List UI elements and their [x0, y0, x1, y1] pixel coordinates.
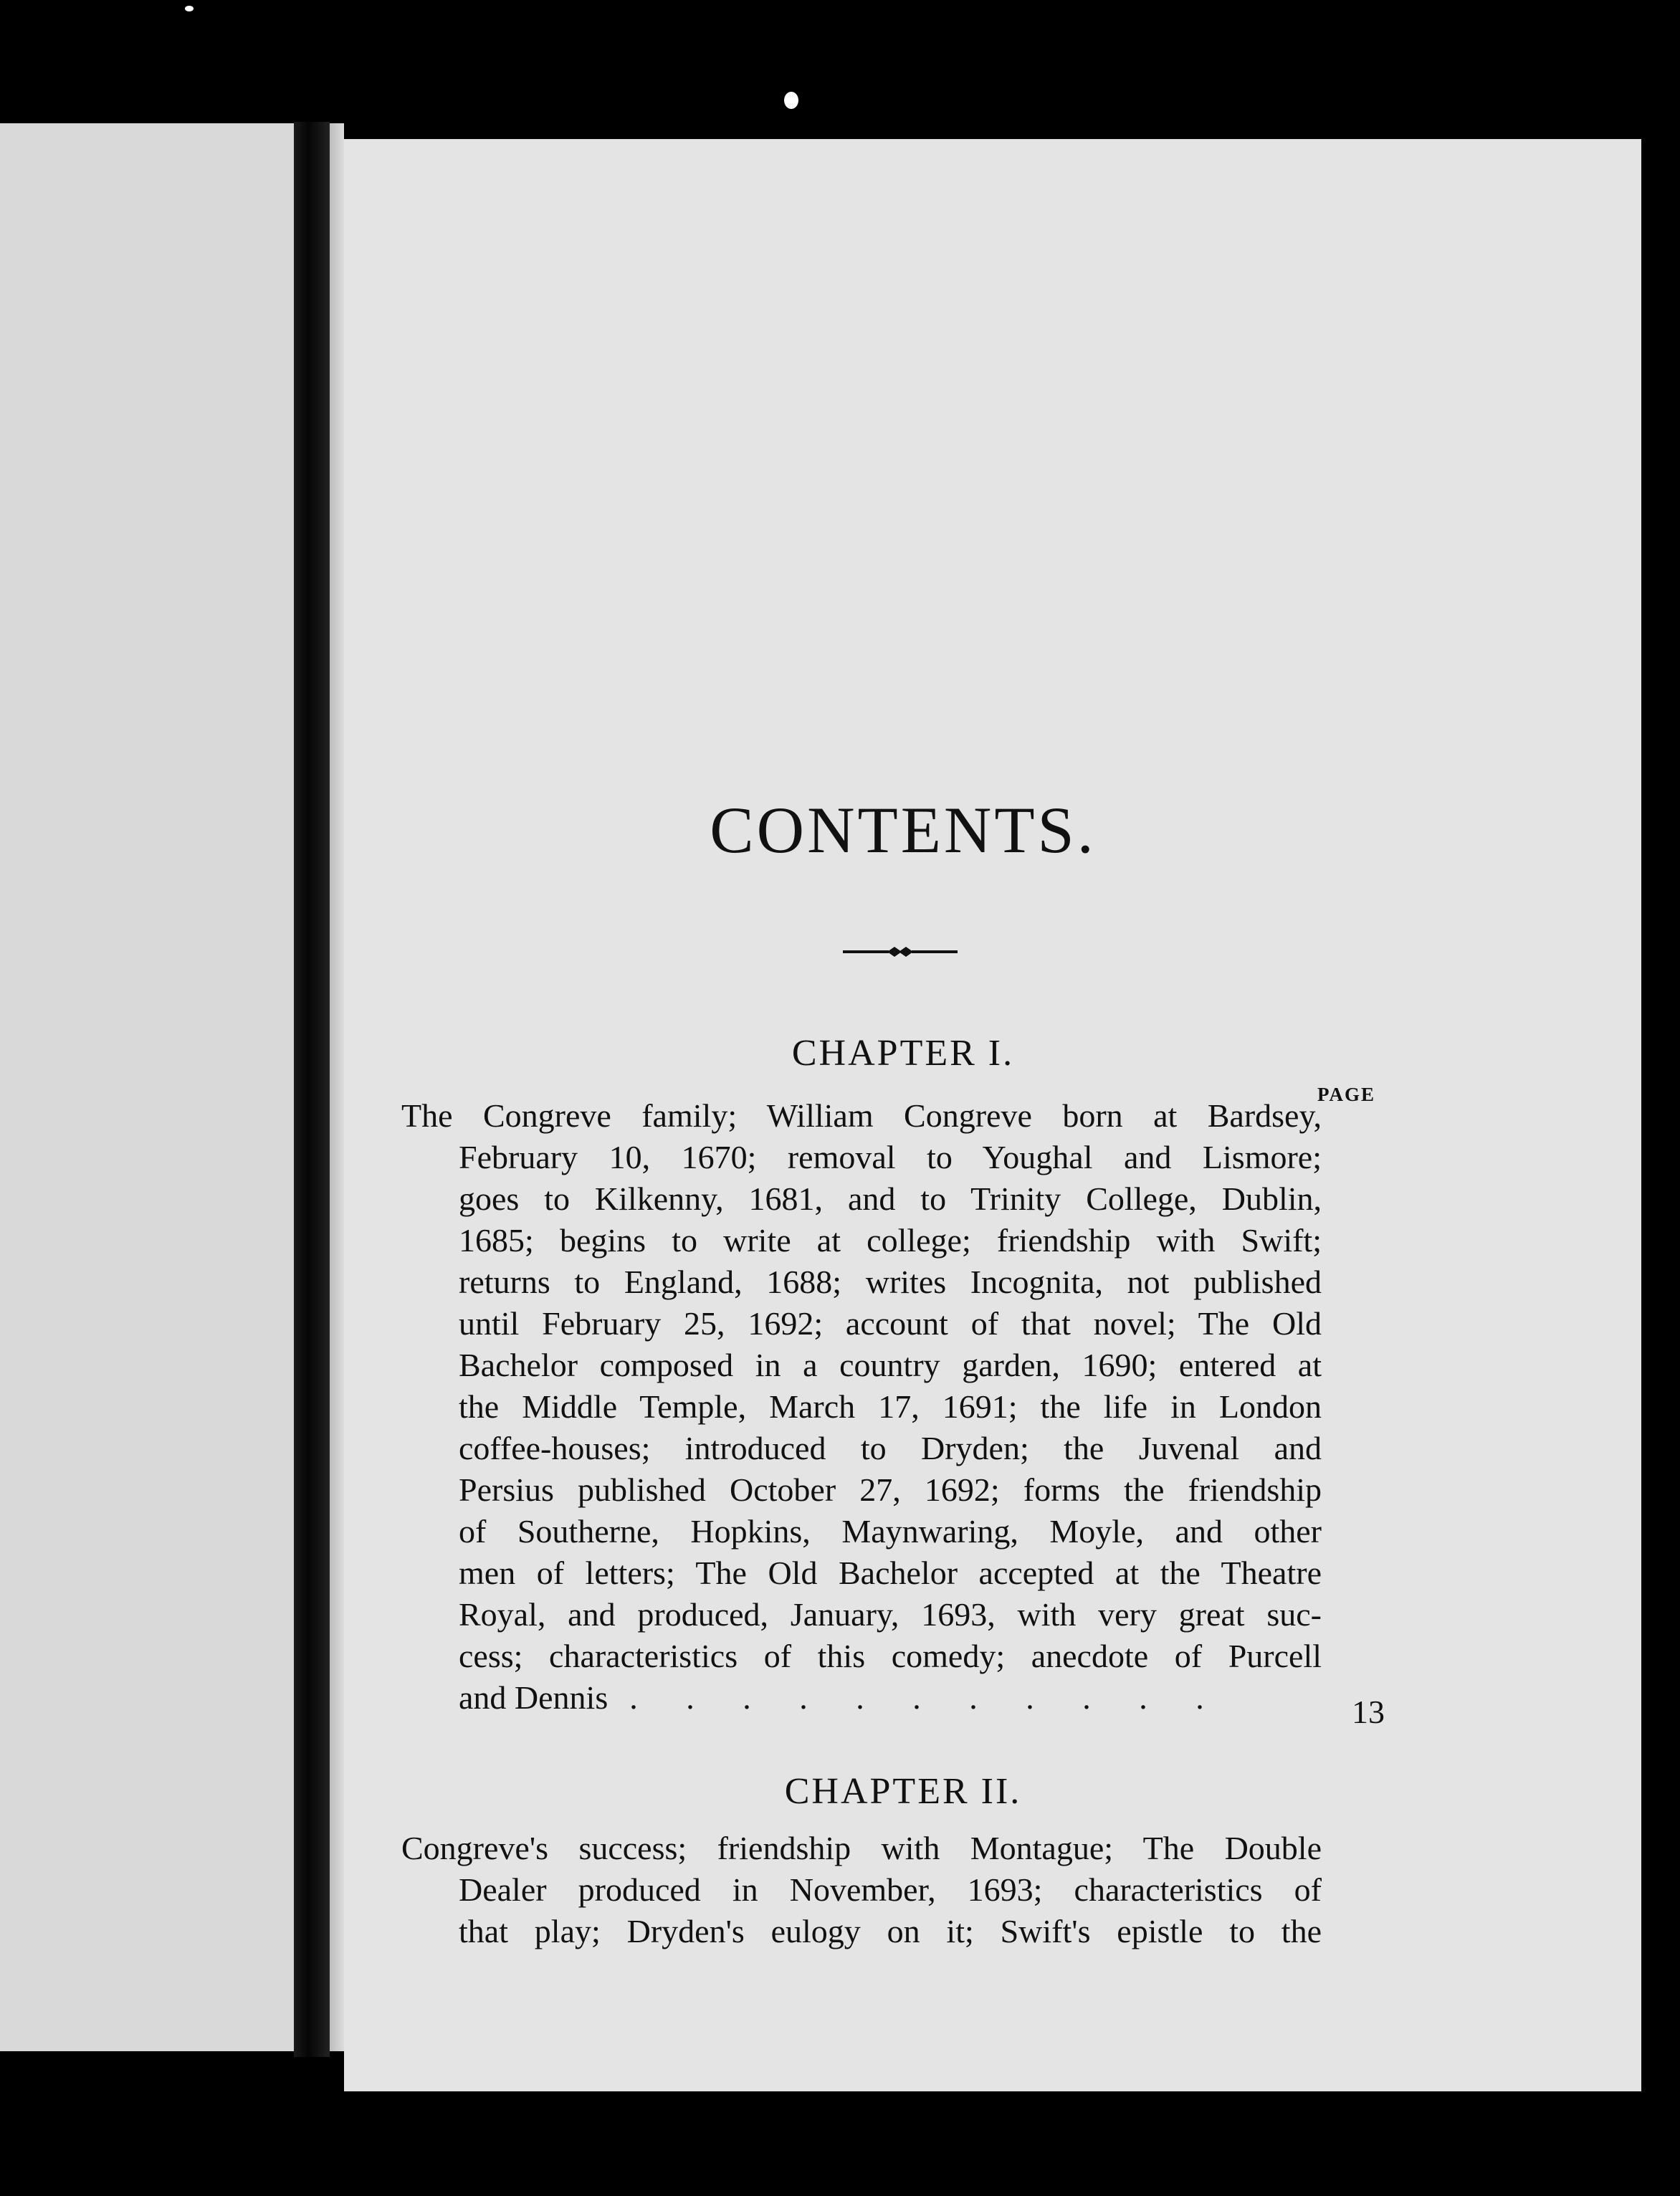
book-gutter: [294, 122, 330, 2057]
summary-final-line: [401, 1677, 1322, 1719]
scan-speck: [784, 92, 798, 109]
summary-line: Persius published October 27, 1692; forms the friendship: [459, 1471, 1322, 1508]
summary-line: of Southerne, Hopkins, Maynwaring, Moyle, and other: [459, 1513, 1322, 1550]
summary-line: the Middle Temple, March 17, 1691; the life in London: [459, 1388, 1322, 1425]
chapter-1-summary: [401, 1095, 1322, 1719]
summary-line: and Dennis: [459, 1679, 608, 1716]
scan-speck: [185, 6, 194, 11]
summary-line: February 10, 1670; removal to Youghal and Lismore;: [459, 1139, 1322, 1175]
chapter-1-heading: CHAPTER I.: [791, 1033, 1015, 1074]
chapter-2-summary: [401, 1828, 1322, 1952]
summary-line: men of letters; The Old Bachelor accepted at the Theatre: [459, 1555, 1322, 1591]
facing-page-edge: [0, 123, 294, 2051]
title-ornament: [843, 945, 958, 959]
summary-line: Dealer produced in November, 1693; characteristics of: [459, 1871, 1322, 1908]
page-title: CONTENTS.: [710, 793, 1097, 867]
gutter-shadow: [330, 123, 344, 2051]
summary-line: until February 25, 1692; account of that novel; The Old: [459, 1305, 1322, 1342]
page-column-label: PAGE: [1317, 1084, 1375, 1105]
summary-line: The Congreve family; William Congreve born at Bardsey,: [401, 1097, 1322, 1134]
summary-line: coffee-houses; introduced to Dryden; the Juvenal and: [459, 1430, 1322, 1466]
summary-line: returns to England, 1688; writes Incognita, not published: [459, 1264, 1322, 1300]
dot-leader: . . . . . . . . . . .: [629, 1679, 1224, 1716]
summary-line: Congreve's success; friendship with Montague; The Double: [401, 1830, 1322, 1866]
summary-line: Bachelor composed in a country garden, 1690; entered at: [459, 1347, 1322, 1383]
summary-line: cess; characteristics of this comedy; anecdote of Purcell: [459, 1638, 1322, 1674]
summary-line: that play; Dryden's eulogy on it; Swift's epistle to the: [459, 1913, 1322, 1949]
summary-line: goes to Kilkenny, 1681, and to Trinity College, Dublin,: [459, 1180, 1322, 1217]
summary-line: 1685; begins to write at college; friendship with Swift;: [459, 1222, 1322, 1259]
chapter-2-heading: CHAPTER II.: [784, 1771, 1022, 1812]
chapter-1-page-number: 13: [1352, 1694, 1385, 1730]
summary-line: Royal, and produced, January, 1693, with very great suc-: [459, 1596, 1322, 1633]
